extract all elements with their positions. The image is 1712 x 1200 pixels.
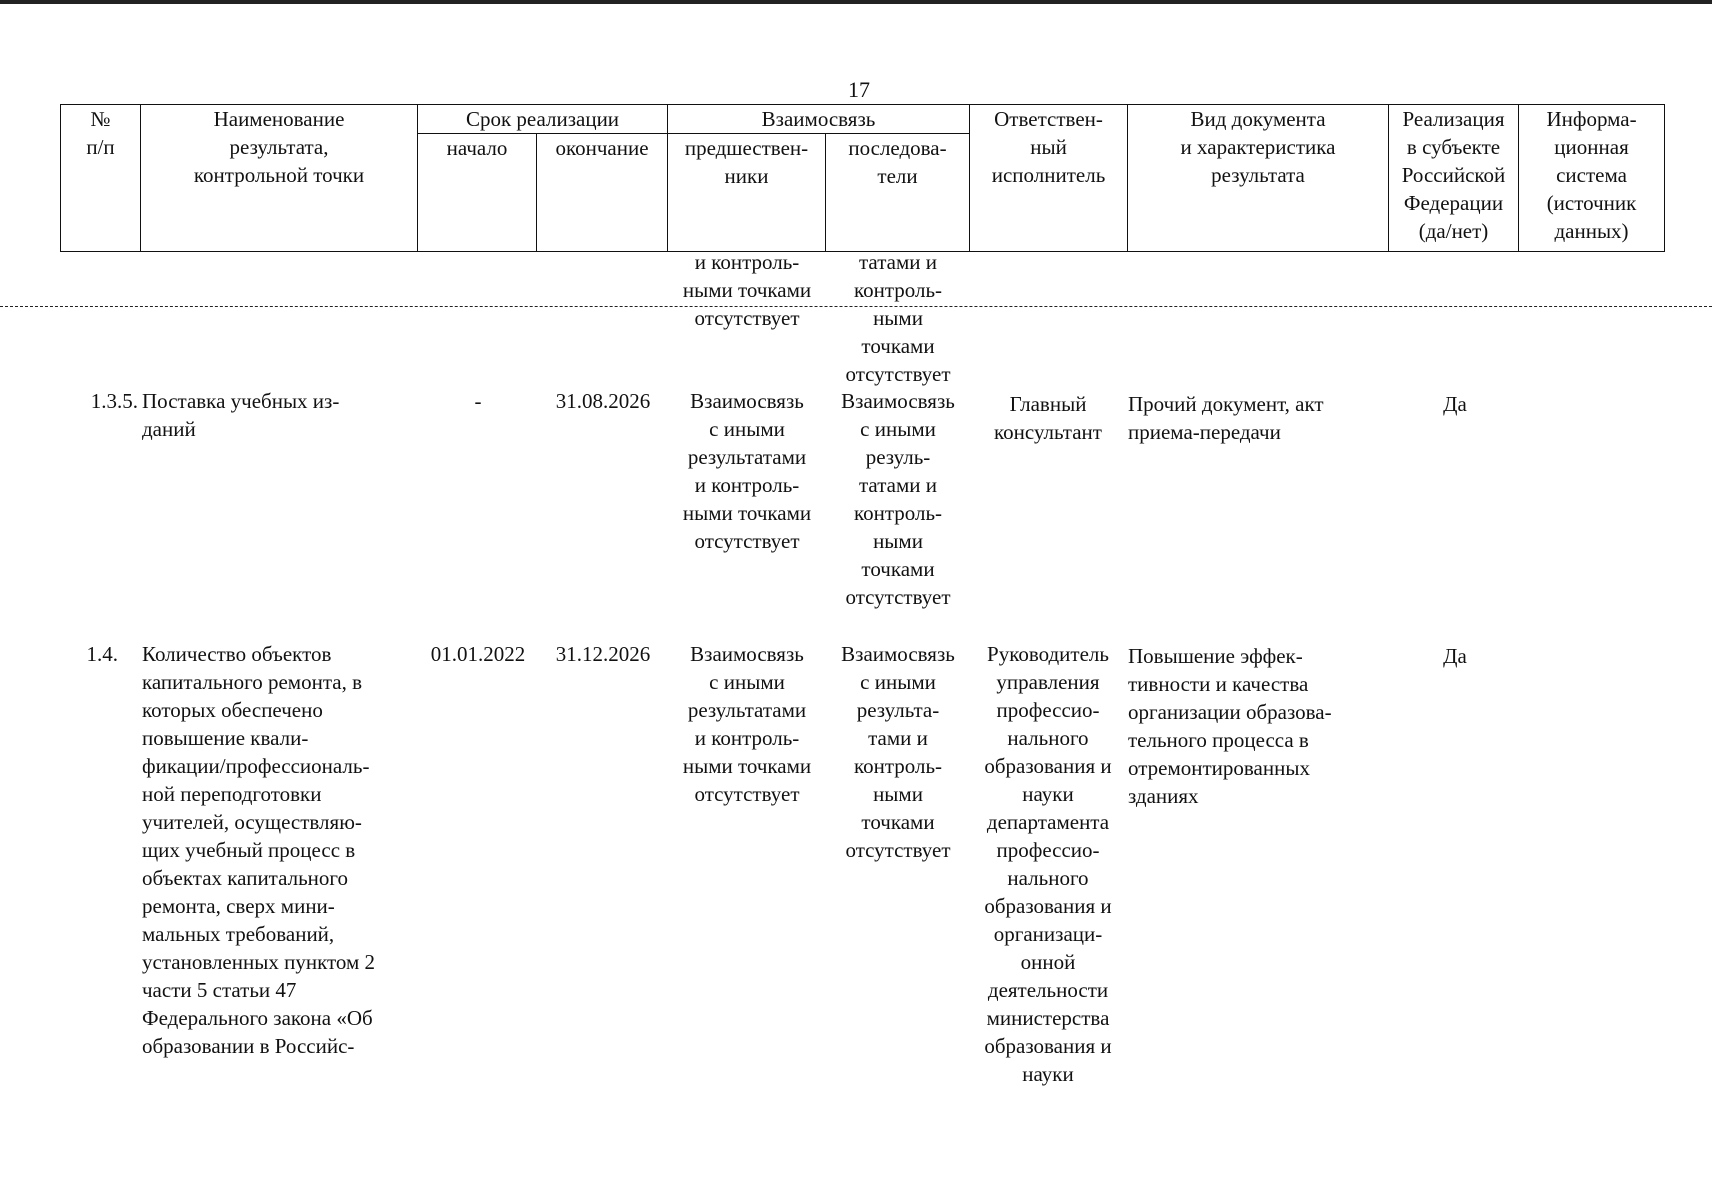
row-start: 01.01.2022: [430, 642, 526, 666]
header-num: № п/п: [61, 105, 141, 252]
row-successors: Взаимосвязь с иными резуль- татами и контроль- ными точками отсутствует: [841, 389, 955, 609]
row-end: 31.12.2026: [555, 642, 651, 666]
row-successors: Взаимосвязь с иными результа- тами и контроль- ными точками отсутствует: [841, 642, 955, 862]
page-break-line: [0, 306, 1712, 307]
header-name: Наименование результата, контрольной точки: [141, 105, 418, 252]
row-document: Повышение эффек- тивности и качества организации образова- тельного процесса в отремонтированных зданиях: [1128, 644, 1332, 808]
header-link: Взаимосвязь: [668, 105, 970, 134]
header-region: Реализация в субъекте Российской Федерации (да/нет): [1389, 105, 1519, 252]
row-responsible: Руководитель управления профессио- нального образования и науки департамента профессио- нального образования и организаци- онной деятельности министерства образования и науки: [984, 642, 1112, 1086]
row-document: Прочий документ, акт приема-передачи: [1128, 392, 1324, 444]
scan-top-border: [0, 0, 1712, 4]
row-end: 31.08.2026: [555, 389, 651, 413]
row-predecessors: Взаимосвязь с иными результатами и контроль- ными точками отсутствует: [682, 642, 812, 806]
row-number: 1.4.: [86, 642, 118, 666]
continuation-successors: татами и контроль- ными точками отсутствует: [845, 250, 951, 386]
row-number: 1.3.5.: [90, 389, 138, 413]
row-name: Количество объектов капитального ремонта, в которых обеспечено повышение квали- фикации/профессиональ- ной переподготовки учителей, осуществляю- щих учебный процесс в объектах капитального ремонта, сверх мини- мальных требований, установленных пунктом 2 части 5 статьи 47 Федерального закона «Об образовании в Российс-: [142, 642, 376, 1058]
row-predecessors: Взаимосвязь с иными результатами и контроль- ными точками отсутствует: [682, 389, 812, 553]
page-number: 17: [848, 77, 870, 102]
header-info-system: Информа- ционная система (источник данных): [1519, 105, 1665, 252]
row-region: Да: [1443, 392, 1467, 416]
table-header: [60, 104, 1665, 252]
header-start: начало: [418, 134, 537, 252]
row-responsible: Главный консультант: [994, 392, 1102, 444]
row-region: Да: [1443, 644, 1467, 668]
row-name: Поставка учебных из- даний: [142, 389, 340, 441]
row-start: -: [474, 389, 482, 413]
header-document: Вид документа и характеристика результата: [1128, 105, 1389, 252]
header-responsible: Ответствен- ный исполнитель: [970, 105, 1128, 252]
header-term: Срок реализации: [418, 105, 668, 134]
header-predecessors: предшествен- ники: [668, 134, 826, 252]
continuation-predecessors: и контроль- ными точками отсутствует: [682, 250, 812, 330]
header-end: окончание: [537, 134, 668, 252]
header-successors: последова- тели: [826, 134, 970, 252]
